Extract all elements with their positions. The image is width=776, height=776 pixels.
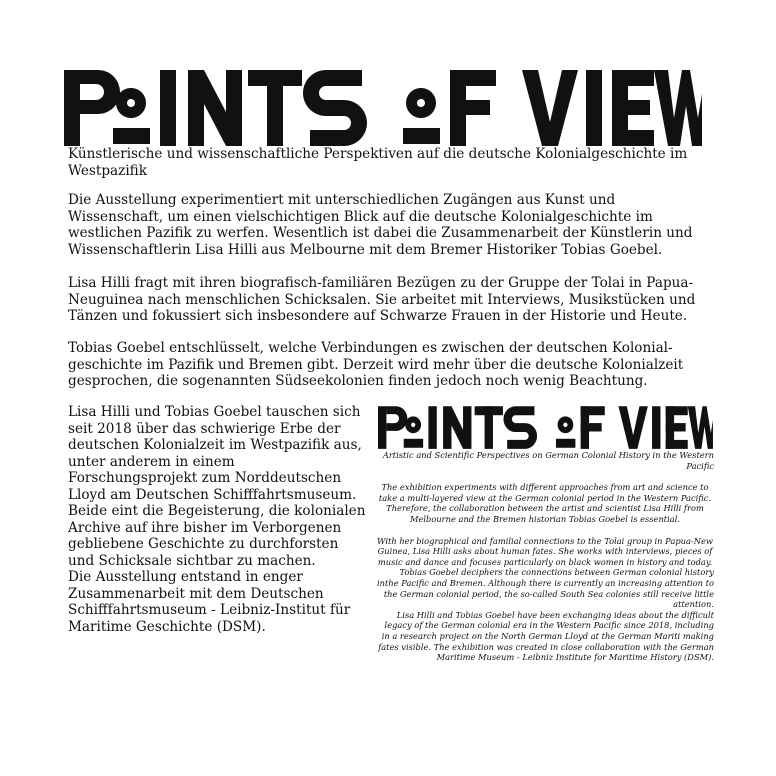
english-exchange-paragraph: Lisa Hilli and Tobias Goebel have been exchanging ideas about the difficult legacy of the German colonial era in the Western Pacific since 2018, including in a research project on the North German Lloyd at the German Mariti making fates visible. The exhibition was created in close collaboration with the German Maritime Museum - Leibniz Institute for Maritime History (DSM). [378, 609, 714, 663]
english-subtitle: Artistic and Scientific Perspectives on German Colonial History in the Western Pacific [382, 450, 714, 471]
english-hilli-paragraph: With her biographical and familial connections to the Tolai group in Papua-New Guinea, Lisa Hilli asks about human fates. She works with interviews, pieces of music and dance and focuses particularly on black women in history and today. [376, 535, 713, 567]
hilli-paragraph: Lisa Hilli fragt mit ihren biografisch-familiären Bezügen zu der Gruppe der Tolai in Papua-Neuguinea nach menschlichen Schicksalen. Sie arbeitet mit Interviews, Musikstücken und Tänzen und fokussiert sich insbesondere auf Schwarze Frauen in der Historie und Heute. [68, 275, 696, 324]
goebel-paragraph: Tobias Goebel entschlüsselt, welche Verbindungen es zwischen der deutschen Kolonialgeschichte im Pazifik und Bremen gibt. Derzeit wird mehr über die deutsche Kolonialzeit gesprochen, die sogenannten Südseekolonien finden jedoch noch wenig Beachtung. [68, 340, 684, 389]
points-of-view-logo-small [378, 404, 714, 450]
english-translation [376, 450, 714, 663]
intro-paragraph: Die Ausstellung experimentiert mit unterschiedlichen Zugängen aus Kunst und Wissenschaft, um einen vielschichtigen Blick auf die deutsche Kolonialgeschichte im westlichen Pazifik zu werfen. Wesentlich ist dabei die Zusammenarbeit der Künstlerin und Wissenschaftlerin Lisa Hilli aus Melbourne mit dem Bremer Historiker Tobias Goebel. [68, 192, 693, 258]
points-of-view-logo [64, 66, 704, 148]
exchange-paragraph: Lisa Hilli und Tobias Goebel tauschen sich seit 2018 über das schwierige Erbe der deutschen Kolonialzeit im Westpazifik aus, unter anderem in einem Forschungsprojekt zum Norddeutschen Lloyd am Deutschen Schifffahrtsmuseum. Beide eint die Begeisterung, die kolonialen Archive auf ihre bisher im Verborgenen gebliebene Geschichte zu durchforsten und Schicksale sichtbar zu machen. [68, 404, 366, 569]
collaboration-paragraph: Die Ausstellung entstand in enger Zusammenarbeit mit dem Deutschen Schifffahrtsmuseum - Leibniz-Institut für Maritime Geschichte (DSM). [68, 569, 351, 635]
english-goebel-paragraph: Tobias Goebel deciphers the connections between German colonial history inthe Pacific and Bremen. Although there is currently an increasing attention to the German colonial period, the so-called South Sea colonies still receive little attention. [377, 567, 714, 610]
english-intro-paragraph: The exhibition experiments with different approaches from art and science to take a multi-layered view at the German colonial period in the Western Pacific. Therefore, the collaboration between the artist and scientist Lisa Hilli from Melbourne and the Bremen historian Tobias Goebel is essential. [378, 482, 712, 524]
subtitle: Künstlerische und wissenschaftliche Perspektiven auf die deutsche Kolonialgeschichte im Westpazifik [68, 146, 688, 179]
left-column [68, 404, 368, 635]
